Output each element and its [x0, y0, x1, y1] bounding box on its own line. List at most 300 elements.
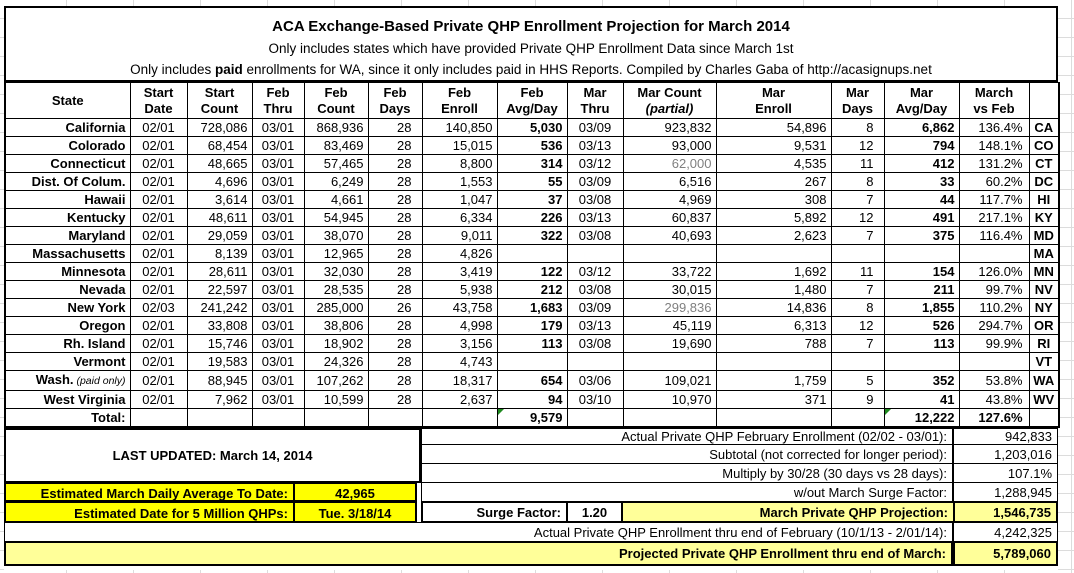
- cell-feb-avg: 113: [497, 335, 567, 353]
- cell-start-count: 48,665: [187, 155, 252, 173]
- cell-feb-enroll: 1,047: [422, 191, 497, 209]
- cell-feb-count: 12,965: [304, 245, 368, 263]
- cell-start-date: 02/01: [130, 263, 187, 281]
- cell-feb-days: 28: [368, 227, 422, 245]
- thru-feb-label: Actual Private QHP Enrollment thru end of February (10/1/13 - 2/01/14):: [4, 522, 953, 543]
- cell-state: Maryland: [5, 227, 130, 245]
- cell-mar-enroll: 267: [716, 173, 831, 191]
- cell-mar-thru: 03/08: [567, 335, 623, 353]
- multiply-value: 107.1%: [953, 463, 1058, 483]
- cell-feb-days: 28: [368, 155, 422, 173]
- cell-feb-count: 28,535: [304, 281, 368, 299]
- cell-mar-thru: 03/13: [567, 317, 623, 335]
- cell-mar-days: 11: [831, 263, 884, 281]
- cell-feb-enroll: 9,011: [422, 227, 497, 245]
- cell-mar-thru: 03/06: [567, 371, 623, 391]
- cell-feb-enroll: 4,743: [422, 353, 497, 371]
- subtotal-label: Subtotal (not corrected for longer period):: [421, 444, 953, 464]
- cell-mar-avg: 1,855: [884, 299, 959, 317]
- cell-mar-days: 7: [831, 281, 884, 299]
- cell-mar-count: 93,000: [623, 137, 716, 155]
- cell-mar-thru: 03/10: [567, 391, 623, 409]
- cell-mar-thru: 03/09: [567, 299, 623, 317]
- cell-feb-enroll: 6,334: [422, 209, 497, 227]
- cell-feb-days: 28: [368, 137, 422, 155]
- wout-surge-value: 1,288,945: [953, 482, 1058, 502]
- cell-feb-count: 4,661: [304, 191, 368, 209]
- cell-state: Dist. Of Colum.: [5, 173, 130, 191]
- cell-feb-count: 38,070: [304, 227, 368, 245]
- cell-state: Oregon: [5, 317, 130, 335]
- cell-mar-avg: 33: [884, 173, 959, 191]
- cell-mar-avg: 41: [884, 391, 959, 409]
- header-row: [5, 83, 1059, 119]
- cell-mar-avg: 6,862: [884, 119, 959, 137]
- cell-mar-vs-feb: [959, 245, 1029, 263]
- cell-feb-avg: 1,683: [497, 299, 567, 317]
- cell-feb-days: 28: [368, 391, 422, 409]
- table-row: [5, 119, 1059, 137]
- cell-mar-vs-feb: 126.0%: [959, 263, 1029, 281]
- title-block: [4, 6, 1058, 82]
- cell-mar-thru: 03/13: [567, 209, 623, 227]
- cell-feb-avg: 314: [497, 155, 567, 173]
- cell-mar-days: 12: [831, 209, 884, 227]
- cell-state: New York: [5, 299, 130, 317]
- cell-start-date: 02/01: [130, 335, 187, 353]
- cell-mar-enroll: 9,531: [716, 137, 831, 155]
- cell-mar-thru: [567, 245, 623, 263]
- cell-mar-count: 45,119: [623, 317, 716, 335]
- wout-surge-label: w/out March Surge Factor:: [421, 482, 953, 502]
- col-header-feb-enroll: Feb Enroll: [422, 83, 497, 119]
- cell-feb-avg: 536: [497, 137, 567, 155]
- cell-feb-count: 38,806: [304, 317, 368, 335]
- cell-state: West Virginia: [5, 391, 130, 409]
- cell-mar-count: 30,015: [623, 281, 716, 299]
- cell-feb-enroll: 18,317: [422, 371, 497, 391]
- cell-start-date: 02/01: [130, 209, 187, 227]
- cell-feb-count: 57,465: [304, 155, 368, 173]
- cell-start-date: 02/01: [130, 371, 187, 391]
- cell-feb-count: 10,599: [304, 391, 368, 409]
- last-updated-label: LAST UPDATED: March 14, 2014: [4, 428, 421, 483]
- table-row: [5, 299, 1059, 317]
- cell-abbr: CA: [1029, 119, 1059, 137]
- cell-mar-days: 8: [831, 173, 884, 191]
- cell-feb-thru: 03/01: [252, 173, 304, 191]
- subtitle-line-1: Only includes states which have provided Private QHP Enrollment Data since March 1st: [268, 41, 794, 56]
- cell-feb-count: 32,030: [304, 263, 368, 281]
- cell-start-date: 02/01: [130, 119, 187, 137]
- projected-total-label: Projected Private QHP Enrollment thru end of March:: [4, 541, 953, 566]
- cell-feb-thru: 03/01: [252, 209, 304, 227]
- cell-feb-count: 285,000: [304, 299, 368, 317]
- cell-state: Connecticut: [5, 155, 130, 173]
- cell-total-mar-vs-feb: 127.6%: [959, 409, 1029, 428]
- cell-feb-avg: 37: [497, 191, 567, 209]
- multiply-label: Multiply by 30/28 (30 days vs 28 days):: [421, 463, 953, 483]
- table-row: [5, 191, 1059, 209]
- cell-feb-days: 26: [368, 299, 422, 317]
- cell-feb-avg: 179: [497, 317, 567, 335]
- cell-mar-enroll: 14,836: [716, 299, 831, 317]
- cell-blank: [368, 409, 422, 428]
- cell-mar-days: [831, 353, 884, 371]
- cell-blank: [252, 409, 304, 428]
- cell-abbr: VT: [1029, 353, 1059, 371]
- cell-mar-thru: [567, 353, 623, 371]
- cell-feb-avg: [497, 353, 567, 371]
- cell-feb-thru: 03/01: [252, 263, 304, 281]
- cell-start-count: 8,139: [187, 245, 252, 263]
- col-header-feb-days: Feb Days: [368, 83, 422, 119]
- cell-state: Kentucky: [5, 209, 130, 227]
- cell-feb-thru: 03/01: [252, 281, 304, 299]
- cell-mar-vs-feb: 131.2%: [959, 155, 1029, 173]
- cell-state: Colorado: [5, 137, 130, 155]
- cell-mar-thru: 03/08: [567, 191, 623, 209]
- cell-mar-vs-feb: 136.4%: [959, 119, 1029, 137]
- cell-feb-thru: 03/01: [252, 119, 304, 137]
- cell-feb-days: 28: [368, 209, 422, 227]
- cell-mar-days: [831, 245, 884, 263]
- worksheet-area: [4, 6, 1058, 570]
- cell-feb-enroll: 3,156: [422, 335, 497, 353]
- cell-mar-count: 10,970: [623, 391, 716, 409]
- cell-mar-count: 109,021: [623, 371, 716, 391]
- cell-blank: [187, 409, 252, 428]
- cell-start-date: 02/01: [130, 353, 187, 371]
- cell-feb-enroll: 140,850: [422, 119, 497, 137]
- cell-mar-avg: 794: [884, 137, 959, 155]
- projection-value: 1,546,735: [953, 501, 1058, 523]
- cell-start-count: 29,059: [187, 227, 252, 245]
- cell-mar-days: 12: [831, 317, 884, 335]
- table-row: [5, 137, 1059, 155]
- cell-start-count: 33,808: [187, 317, 252, 335]
- table-row: [5, 209, 1059, 227]
- cell-abbr: WA: [1029, 371, 1059, 391]
- cell-feb-days: 28: [368, 173, 422, 191]
- cell-feb-avg: 322: [497, 227, 567, 245]
- cell-mar-avg: 375: [884, 227, 959, 245]
- table-row: [5, 371, 1059, 391]
- cell-blank: [130, 409, 187, 428]
- daily-avg-label: Estimated March Daily Average To Date:: [4, 482, 295, 502]
- cell-feb-thru: 03/01: [252, 335, 304, 353]
- cell-abbr: NY: [1029, 299, 1059, 317]
- cell-feb-count: 868,936: [304, 119, 368, 137]
- cell-abbr: RI: [1029, 335, 1059, 353]
- cell-mar-vs-feb: 110.2%: [959, 299, 1029, 317]
- col-header-feb-thru: Feb Thru: [252, 83, 304, 119]
- col-header-abbr-blank: [1029, 83, 1059, 119]
- cell-start-date: 02/01: [130, 391, 187, 409]
- cell-feb-enroll: 4,998: [422, 317, 497, 335]
- cell-blank: [567, 409, 623, 428]
- table-row: [5, 281, 1059, 299]
- cell-mar-days: 12: [831, 137, 884, 155]
- table-row: [5, 353, 1059, 371]
- table-row: [5, 335, 1059, 353]
- daily-avg-value: 42,965: [293, 482, 417, 502]
- cell-mar-avg: 491: [884, 209, 959, 227]
- cell-state: Rh. Island: [5, 335, 130, 353]
- cell-start-date: 02/01: [130, 191, 187, 209]
- cell-mar-count: [623, 245, 716, 263]
- cell-start-count: 28,611: [187, 263, 252, 281]
- cell-feb-enroll: 15,015: [422, 137, 497, 155]
- cell-blank: [304, 409, 368, 428]
- cell-mar-count: 60,837: [623, 209, 716, 227]
- cell-abbr: OR: [1029, 317, 1059, 335]
- col-header-march-vs-feb: March vs Feb: [959, 83, 1029, 119]
- cell-feb-days: 28: [368, 191, 422, 209]
- cell-mar-days: 7: [831, 191, 884, 209]
- cell-total-feb-avg: 9,579: [497, 409, 567, 428]
- cell-mar-thru: 03/09: [567, 173, 623, 191]
- cell-start-date: 02/01: [130, 245, 187, 263]
- cell-total-label: Total:: [5, 409, 130, 428]
- cell-mar-avg: 113: [884, 335, 959, 353]
- cell-mar-vs-feb: 148.1%: [959, 137, 1029, 155]
- cell-mar-vs-feb: 60.2%: [959, 173, 1029, 191]
- cell-feb-days: 28: [368, 245, 422, 263]
- cell-mar-enroll: 1,480: [716, 281, 831, 299]
- cell-abbr: KY: [1029, 209, 1059, 227]
- cell-blank: [422, 409, 497, 428]
- subtitle-line-2: Only includes paid enrollments for WA, since it only includes paid in HHS Reports. Compiled by Charles Gaba of http://acasignups.net: [130, 62, 932, 77]
- cell-feb-count: 6,249: [304, 173, 368, 191]
- cell-mar-vs-feb: 43.8%: [959, 391, 1029, 409]
- surge-factor-label: Surge Factor:: [421, 501, 568, 523]
- cell-mar-vs-feb: 294.7%: [959, 317, 1029, 335]
- col-header-mar-days: Mar Days: [831, 83, 884, 119]
- cell-start-count: 15,746: [187, 335, 252, 353]
- cell-feb-days: 28: [368, 119, 422, 137]
- cell-feb-thru: 03/01: [252, 391, 304, 409]
- cell-mar-vs-feb: 99.9%: [959, 335, 1029, 353]
- feb-actual-value: 942,833: [953, 428, 1058, 445]
- cell-mar-enroll: 54,896: [716, 119, 831, 137]
- cell-feb-avg: 226: [497, 209, 567, 227]
- enrollment-table: [4, 82, 1060, 428]
- cell-mar-avg: 526: [884, 317, 959, 335]
- cell-state: Vermont: [5, 353, 130, 371]
- cell-start-count: 68,454: [187, 137, 252, 155]
- cell-mar-count: 19,690: [623, 335, 716, 353]
- cell-feb-avg: 654: [497, 371, 567, 391]
- cell-mar-avg: 154: [884, 263, 959, 281]
- cell-mar-thru: 03/09: [567, 119, 623, 137]
- cell-mar-count: 40,693: [623, 227, 716, 245]
- cell-feb-enroll: 8,800: [422, 155, 497, 173]
- cell-mar-days: 5: [831, 371, 884, 391]
- subtotal-value: 1,203,016: [953, 444, 1058, 464]
- cell-abbr: NV: [1029, 281, 1059, 299]
- cell-mar-days: 8: [831, 119, 884, 137]
- cell-feb-count: 83,469: [304, 137, 368, 155]
- cell-total-mar-avg: 12,222: [884, 409, 959, 428]
- cell-abbr: CO: [1029, 137, 1059, 155]
- feb-actual-label: Actual Private QHP February Enrollment (02/02 - 03/01):: [421, 428, 953, 445]
- cell-mar-vs-feb: 217.1%: [959, 209, 1029, 227]
- col-header-feb-avg-day: Feb Avg/Day: [497, 83, 567, 119]
- cell-feb-avg: 5,030: [497, 119, 567, 137]
- cell-mar-thru: 03/12: [567, 155, 623, 173]
- cell-start-count: 22,597: [187, 281, 252, 299]
- cell-mar-thru: 03/12: [567, 263, 623, 281]
- cell-blank: [716, 409, 831, 428]
- cell-feb-avg: 55: [497, 173, 567, 191]
- cell-mar-vs-feb: [959, 353, 1029, 371]
- summary-section: [4, 428, 1058, 570]
- col-header-feb-count: Feb Count: [304, 83, 368, 119]
- cell-start-date: 02/01: [130, 281, 187, 299]
- cell-mar-count: [623, 353, 716, 371]
- total-row: [5, 409, 1059, 428]
- cell-feb-avg: 122: [497, 263, 567, 281]
- cell-mar-enroll: 5,892: [716, 209, 831, 227]
- col-header-mar-avg-day: Mar Avg/Day: [884, 83, 959, 119]
- cell-mar-avg: 211: [884, 281, 959, 299]
- cell-feb-count: 107,262: [304, 371, 368, 391]
- cell-feb-thru: 03/01: [252, 191, 304, 209]
- cell-feb-thru: 03/01: [252, 371, 304, 391]
- cell-feb-thru: 03/01: [252, 353, 304, 371]
- cell-blank: [623, 409, 716, 428]
- cell-mar-enroll: 4,535: [716, 155, 831, 173]
- cell-mar-count: 299,836: [623, 299, 716, 317]
- cell-feb-enroll: 3,419: [422, 263, 497, 281]
- cell-mar-avg: 44: [884, 191, 959, 209]
- cell-mar-enroll: 1,692: [716, 263, 831, 281]
- cell-blank: [1029, 409, 1059, 428]
- cell-feb-days: 28: [368, 335, 422, 353]
- cell-mar-days: 7: [831, 335, 884, 353]
- cell-mar-days: 9: [831, 391, 884, 409]
- cell-feb-enroll: 4,826: [422, 245, 497, 263]
- cell-start-date: 02/01: [130, 137, 187, 155]
- cell-feb-thru: 03/01: [252, 155, 304, 173]
- cell-abbr: MN: [1029, 263, 1059, 281]
- cell-blank: [831, 409, 884, 428]
- cell-start-date: 02/01: [130, 155, 187, 173]
- cell-mar-days: 7: [831, 227, 884, 245]
- table-row: [5, 245, 1059, 263]
- cell-feb-enroll: 5,938: [422, 281, 497, 299]
- thru-feb-value: 4,242,325: [953, 522, 1058, 543]
- cell-feb-thru: 03/01: [252, 245, 304, 263]
- projected-total-value: 5,789,060: [953, 541, 1058, 566]
- cell-mar-count: 4,969: [623, 191, 716, 209]
- col-header-mar-enroll: Mar Enroll: [716, 83, 831, 119]
- cell-mar-avg: [884, 245, 959, 263]
- table-row: [5, 317, 1059, 335]
- cell-mar-thru: 03/08: [567, 227, 623, 245]
- cell-mar-avg: [884, 353, 959, 371]
- cell-abbr: WV: [1029, 391, 1059, 409]
- cell-mar-vs-feb: 116.4%: [959, 227, 1029, 245]
- cell-mar-avg: 352: [884, 371, 959, 391]
- cell-start-count: 3,614: [187, 191, 252, 209]
- col-header-state: State: [5, 83, 130, 119]
- cell-mar-enroll: [716, 245, 831, 263]
- cell-mar-count: 6,516: [623, 173, 716, 191]
- cell-state: Nevada: [5, 281, 130, 299]
- cell-mar-enroll: 788: [716, 335, 831, 353]
- cell-feb-avg: 212: [497, 281, 567, 299]
- cell-mar-enroll: 1,759: [716, 371, 831, 391]
- cell-mar-enroll: 308: [716, 191, 831, 209]
- cell-mar-days: 11: [831, 155, 884, 173]
- cell-feb-enroll: 1,553: [422, 173, 497, 191]
- table-row: [5, 391, 1059, 409]
- cell-mar-days: 8: [831, 299, 884, 317]
- cell-abbr: CT: [1029, 155, 1059, 173]
- page-title: ACA Exchange-Based Private QHP Enrollment Projection for March 2014: [272, 18, 790, 35]
- cell-mar-avg: 412: [884, 155, 959, 173]
- cell-mar-vs-feb: 117.7%: [959, 191, 1029, 209]
- cell-mar-count: 62,000: [623, 155, 716, 173]
- cell-start-count: 48,611: [187, 209, 252, 227]
- cell-abbr: MA: [1029, 245, 1059, 263]
- cell-start-date: 02/01: [130, 173, 187, 191]
- cell-feb-avg: 94: [497, 391, 567, 409]
- cell-start-count: 19,583: [187, 353, 252, 371]
- cell-mar-count: 923,832: [623, 119, 716, 137]
- five-million-value: Tue. 3/18/14: [293, 501, 417, 523]
- cell-mar-thru: 03/13: [567, 137, 623, 155]
- table-row: [5, 155, 1059, 173]
- cell-mar-enroll: [716, 353, 831, 371]
- cell-feb-thru: 03/01: [252, 227, 304, 245]
- cell-start-count: 241,242: [187, 299, 252, 317]
- cell-feb-days: 28: [368, 317, 422, 335]
- col-header-mar-thru: Mar Thru: [567, 83, 623, 119]
- col-header-start-date: Start Date: [130, 83, 187, 119]
- cell-start-count: 4,696: [187, 173, 252, 191]
- cell-state: California: [5, 119, 130, 137]
- cell-feb-days: 28: [368, 353, 422, 371]
- cell-feb-days: 28: [368, 371, 422, 391]
- cell-mar-vs-feb: 99.7%: [959, 281, 1029, 299]
- cell-feb-enroll: 2,637: [422, 391, 497, 409]
- col-header-start-count: Start Count: [187, 83, 252, 119]
- cell-mar-thru: 03/08: [567, 281, 623, 299]
- cell-feb-thru: 03/01: [252, 299, 304, 317]
- cell-feb-days: 28: [368, 281, 422, 299]
- cell-state: Minnesota: [5, 263, 130, 281]
- surge-factor-value: 1.20: [566, 501, 623, 523]
- cell-feb-enroll: 43,758: [422, 299, 497, 317]
- cell-state: Massachusetts: [5, 245, 130, 263]
- cell-state: Wash. (paid only): [5, 371, 130, 391]
- cell-start-count: 7,962: [187, 391, 252, 409]
- cell-mar-enroll: 371: [716, 391, 831, 409]
- cell-feb-count: 54,945: [304, 209, 368, 227]
- cell-mar-enroll: 2,623: [716, 227, 831, 245]
- cell-feb-days: 28: [368, 263, 422, 281]
- cell-feb-thru: 03/01: [252, 137, 304, 155]
- cell-abbr: MD: [1029, 227, 1059, 245]
- cell-mar-count: 33,722: [623, 263, 716, 281]
- projection-label: March Private QHP Projection:: [621, 501, 955, 523]
- cell-state: Hawaii: [5, 191, 130, 209]
- table-row: [5, 227, 1059, 245]
- table-row: [5, 173, 1059, 191]
